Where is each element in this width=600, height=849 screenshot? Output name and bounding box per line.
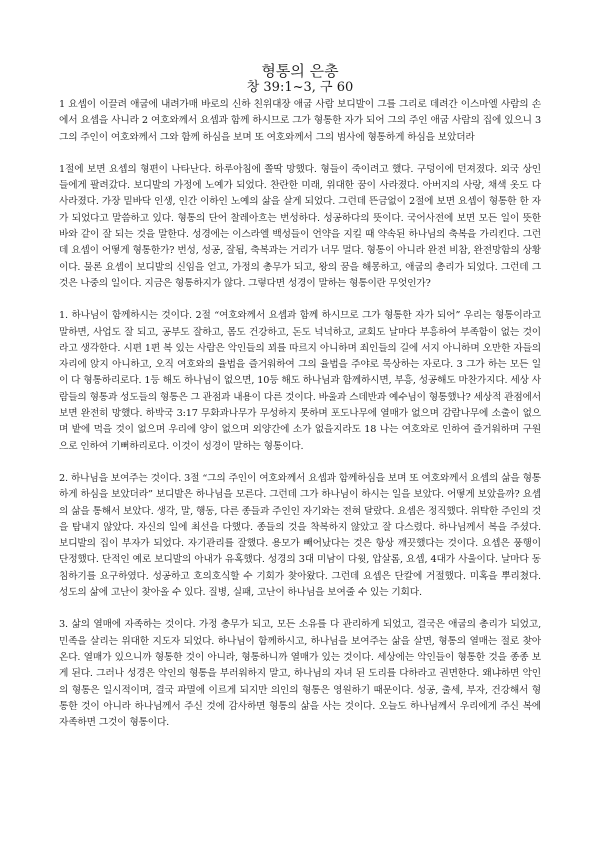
point-2-paragraph: 2. 하나님을 보여주는 것이다. 3절 “그의 주인이 여호와께서 요셉과 함께하심을 보며 또 여호와께서 요셉의 삶을 형통하게 하심을 보았더라” 보디발은 하나님을 모른다. 그런데 그가 하나님이 하시는 일을 보았다. 어떻게 보았을까? 요셉의 삶을 통해서 보았다. 생각, 말, 행동, 다른 종들과 주인인 자기와는 전혀 달랐다. 요셉은 정직했다. 위탁한 주인의 것을 탐내지 않았다. 자신의 일에 최선을 다했다. 종들의 것을 착복하지 않았고 잘 다스렸다. 하나님께서 복을 주셨다. 보디발의 집이 부자가 되었다. 자기관리를 잘했다. 용모가 빼어났다는 것은 항상 깨끗했다는 것이다. 요셉은 풍행이 단정했다. 단적인 예로 보디발의 아내가 유혹했다. 성경의 3대 미남이 다윗, 압살롬, 요셉, 4대가 사울이다. 날마다 동침하기를 요구하였다. 성공하고 호의호식할 수 기회가 찾아왔다. 그런데 요셉은 단칼에 거절했다. 미혹을 뿌리쳤다. 성도의 삶에 고난이 찾아올 수 있다. 질병, 실패, 고난이 하나님을 보여줄 수 있는 기회다.: [59, 472, 541, 599]
paragraph-spacer: [59, 146, 541, 162]
point-1-paragraph: 1. 하나님이 함께하시는 것이다. 2절 “여호와께서 요셉과 함께 하시므로 그가 형통한 자가 되어” 우리는 형통이라고 말하면, 사업도 잘 되고, 공부도 잘하고, 몸도 건강하고, 돈도 넉넉하고, 교회도 날마다 부흥하여 부족함이 없는 것이라고 생각한다. 시편 1편 복 있는 사람은 악인들의 꾀를 따르지 아니하며 죄인들의 길에 서지 아니하며 오만한 자들의 자리에 앉지 아니하고, 오직 여호와의 율법을 즐거워하여 그의 율법을 주야로 묵상하는 자로다. 3 그가 하는 모든 일이 다 형통하리로다. 1등 해도 하나님이 없으면, 10등 해도 하나님과 함께하시면, 부흥, 성공해도 마찬가지다. 세상 사람들의 형통과 성도들의 형통은 그 관점과 내용이 다른 것이다. 바울과 스데반과 예수님이 형통했나? 세상적 관점에서 보면 완전히 망했다. 하박국 3:17 무화과나무가 무성하지 못하며 포도나무에 열매가 없으며 감람나무에 소출이 없으며 밭에 먹을 것이 없으며 우리에 양이 없으며 외양간에 소가 없을지라도 18 나는 여호와로 인하여 즐거워하며 구원으로 인하여 기뻐하리로다. 이것이 성경이 말하는 형통이다.: [59, 310, 541, 452]
paragraph-spacer: [59, 601, 541, 617]
point-3-paragraph: 3. 삶의 열매에 자족하는 것이다. 가정 총무가 되고, 모든 소유를 다 관리하게 되었고, 결국은 애굽의 총리가 되었고, 민족을 살리는 위대한 지도자 되었다. 하나님이 함께하시고, 하나님을 보여주는 삶을 살면, 형통의 열매는 절로 찾아온다. 열매가 있으니까 형통한 것이 아니라, 형통하니까 열매가 있는 것이다. 세상에는 악인들이 형통한 것을 종종 보게 된다. 그러나 성경은 악인의 형통을 부러워하지 말고, 하나님의 자녀 된 도리를 다하라고 권면한다. 왜냐하면 악인의 형통은 일시적이며, 결국 파멸에 이르게 되지만 의인의 형통은 영원하기 때문이다. 성공, 출세, 부자, 건강해서 형통한 것이 아니라 하나님께서 주신 것에 감사하면 형통의 삶을 사는 것이다. 오늘도 하나님께서 우리에게 주신 복에 자족하면 그것이 형통이다.: [59, 619, 541, 729]
paragraph-spacer: [59, 292, 541, 308]
scripture-reference: 창 39:1~3, 구 60: [246, 80, 354, 95]
scripture-text: 1 요셉이 이끌려 애굽에 내려가매 바로의 신하 친위대장 애굽 사람 보디발이 그를 그리로 데려간 이스마엘 사람의 손에서 요셉을 사니라 2 여호와께서 요셉과 함께 하시므로 그가 형통한 자가 되어 그의 주인 애굽 사람의 집에 있으니 3 그의 주인이 여호와께서 그와 함께 하심을 보며 또 여호와께서 그의 범사에 형통하게 하심을 보았더라: [59, 99, 541, 143]
intro-paragraph: 1절에 보면 요셉의 형편이 나타난다. 하루아침에 쫄딱 망했다. 형들이 죽이려고 했다. 구덩이에 던져졌다. 외국 상인들에게 팔려갔다. 보디발의 가정에 노예가 되었다. 찬란한 미래, 위대한 꿈이 사라졌다. 아버지의 사랑, 채색 옷도 다 사라졌다. 가장 밑바닥 인생, 인간 이하인 노예의 삶을 살게 되었다. 그런데 뜬금없이 2절에 보면 요셉이 형통한 한 자가 되었다고 말씀하고 있다. 형통의 단어 찰레아흐는 번성하다. 성공하다의 뜻이다. 국어사전에 보면 모든 일이 뜻한 바와 같이 잘 되는 것을 말한다. 성경에는 이스라엘 백성들이 언약을 지킬 때 약속된 하나님의 축복을 가리킨다. 그런데 요셉이 어떻게 형통한가? 번성, 성공, 잘됨, 축복과는 거리가 너무 멀다. 형통이 아니라 완전 비참, 완전망함의 상황이다. 물론 요셉이 보디발의 신임을 얻고, 가정의 총무가 되고, 왕의 꿈을 해몽하고, 애굽의 총리가 되었다. 그런데 그것은 나중의 일이다. 지금은 형통하지가 않다. 그렇다면 성경이 말하는 형통이란 무엇인가?: [59, 163, 541, 289]
document-page: [59, 62, 541, 731]
paragraph-spacer: [59, 455, 541, 471]
sermon-title: 형통의 은총: [261, 62, 339, 80]
